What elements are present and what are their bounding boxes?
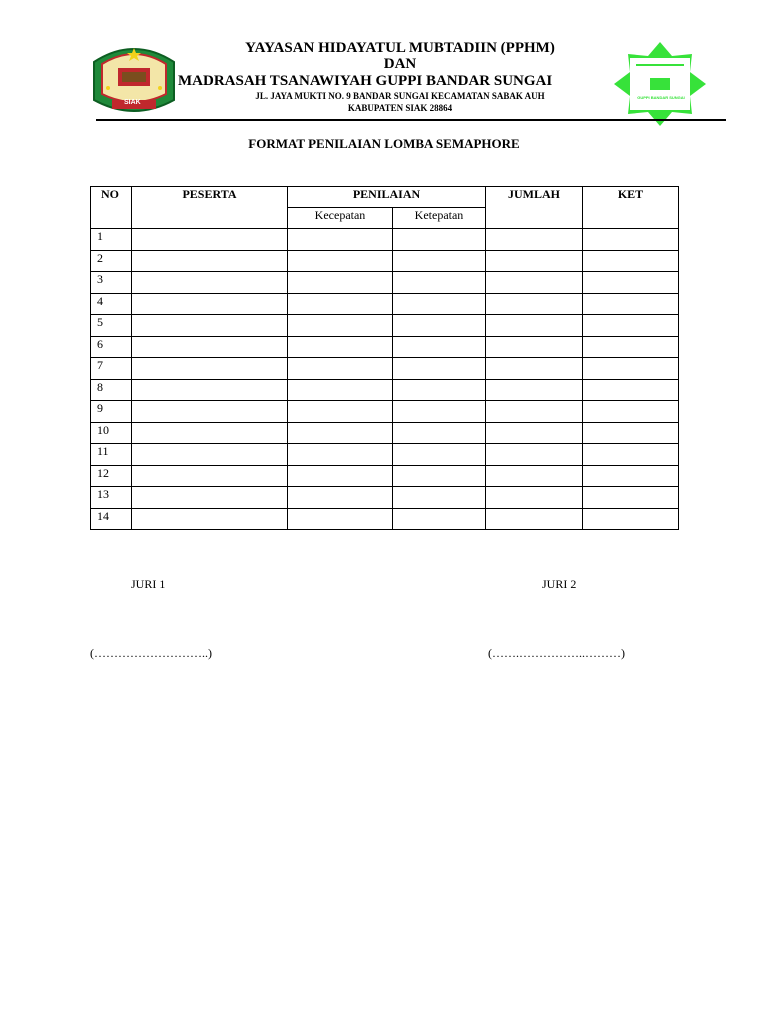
peserta-cell[interactable]	[132, 401, 288, 423]
col-header-penilaian: PENILAIAN	[288, 187, 486, 208]
row-number: 4	[91, 293, 132, 315]
yayasan-logo	[88, 42, 180, 118]
logo-left-label: SIAK	[124, 99, 141, 106]
ket-cell[interactable]	[583, 465, 679, 487]
table-row	[91, 315, 679, 337]
table-row	[91, 487, 679, 509]
ketepatan-cell[interactable]	[393, 487, 486, 509]
jumlah-cell[interactable]	[486, 422, 583, 444]
peserta-cell[interactable]	[132, 508, 288, 530]
ketepatan-cell[interactable]	[393, 358, 486, 380]
peserta-cell[interactable]	[132, 422, 288, 444]
col-header-ket: KET	[583, 187, 679, 229]
jumlah-cell[interactable]	[486, 358, 583, 380]
row-number: 7	[91, 358, 132, 380]
header-divider	[96, 119, 726, 121]
peserta-cell[interactable]	[132, 379, 288, 401]
kecepatan-cell[interactable]	[288, 487, 393, 509]
ket-cell[interactable]	[583, 444, 679, 466]
row-number: 6	[91, 336, 132, 358]
kecepatan-cell[interactable]	[288, 465, 393, 487]
ket-cell[interactable]	[583, 508, 679, 530]
row-number: 1	[91, 229, 132, 251]
juri1-signature-line: (………………………..)	[90, 646, 212, 660]
col-header-kecepatan: Kecepatan	[288, 208, 393, 229]
ketepatan-cell[interactable]	[393, 293, 486, 315]
ket-cell[interactable]	[583, 250, 679, 272]
table-row	[91, 250, 679, 272]
guppi-logo	[610, 40, 710, 128]
ketepatan-cell[interactable]	[393, 229, 486, 251]
ketepatan-cell[interactable]	[393, 250, 486, 272]
jumlah-cell[interactable]	[486, 272, 583, 294]
ketepatan-cell[interactable]	[393, 465, 486, 487]
table-row	[91, 336, 679, 358]
kecepatan-cell[interactable]	[288, 422, 393, 444]
juri2-label: JURI 2	[542, 577, 577, 591]
kecepatan-cell[interactable]	[288, 508, 393, 530]
kecepatan-cell[interactable]	[288, 250, 393, 272]
peserta-cell[interactable]	[132, 444, 288, 466]
school-name: MADRASAH TSANAWIYAH GUPPI BANDAR SUNGAI	[178, 73, 553, 89]
ket-cell[interactable]	[583, 358, 679, 380]
ket-cell[interactable]	[583, 379, 679, 401]
table-row	[91, 293, 679, 315]
ketepatan-cell[interactable]	[393, 422, 486, 444]
ketepatan-cell[interactable]	[393, 379, 486, 401]
ket-cell[interactable]	[583, 422, 679, 444]
jumlah-cell[interactable]	[486, 315, 583, 337]
table-row	[91, 465, 679, 487]
col-header-ketepatan: Ketepatan	[393, 208, 486, 229]
peserta-cell[interactable]	[132, 293, 288, 315]
jumlah-cell[interactable]	[486, 508, 583, 530]
row-number: 12	[91, 465, 132, 487]
table-row	[91, 358, 679, 380]
table-row	[91, 229, 679, 251]
peserta-cell[interactable]	[132, 250, 288, 272]
jumlah-cell[interactable]	[486, 444, 583, 466]
scoring-table	[90, 186, 679, 530]
kecepatan-cell[interactable]	[288, 293, 393, 315]
ket-cell[interactable]	[583, 272, 679, 294]
foundation-name: YAYASAN HIDAYATUL MUBTADIIN (PPHM)	[245, 40, 555, 56]
ketepatan-cell[interactable]	[393, 315, 486, 337]
kecepatan-cell[interactable]	[288, 336, 393, 358]
ketepatan-cell[interactable]	[393, 444, 486, 466]
table-row	[91, 508, 679, 530]
jumlah-cell[interactable]	[486, 487, 583, 509]
ketepatan-cell[interactable]	[393, 508, 486, 530]
table-row	[91, 379, 679, 401]
jumlah-cell[interactable]	[486, 465, 583, 487]
ket-cell[interactable]	[583, 229, 679, 251]
ketepatan-cell[interactable]	[393, 336, 486, 358]
ket-cell[interactable]	[583, 336, 679, 358]
school-address: JL. JAYA MUKTI NO. 9 BANDAR SUNGAI KECAMATAN SABAK AUH	[255, 91, 545, 101]
row-number: 5	[91, 315, 132, 337]
table-row	[91, 401, 679, 423]
kecepatan-cell[interactable]	[288, 444, 393, 466]
ket-cell[interactable]	[583, 315, 679, 337]
peserta-cell[interactable]	[132, 358, 288, 380]
col-header-jumlah: JUMLAH	[486, 187, 583, 229]
peserta-cell[interactable]	[132, 487, 288, 509]
row-number: 3	[91, 272, 132, 294]
kecepatan-cell[interactable]	[288, 229, 393, 251]
juri2-signature-line: (…….……………..………)	[488, 646, 625, 660]
kecepatan-cell[interactable]	[288, 315, 393, 337]
jumlah-cell[interactable]	[486, 250, 583, 272]
peserta-cell[interactable]	[132, 272, 288, 294]
row-number: 8	[91, 379, 132, 401]
ketepatan-cell[interactable]	[393, 401, 486, 423]
jumlah-cell[interactable]	[486, 401, 583, 423]
table-row	[91, 444, 679, 466]
row-number: 10	[91, 422, 132, 444]
peserta-cell[interactable]	[132, 229, 288, 251]
peserta-cell[interactable]	[132, 465, 288, 487]
document-title: FORMAT PENILAIAN LOMBA SEMAPHORE	[248, 136, 520, 151]
col-header-no: NO	[91, 187, 132, 229]
juri1-label: JURI 1	[131, 577, 166, 591]
row-number: 13	[91, 487, 132, 509]
ket-cell[interactable]	[583, 401, 679, 423]
table-row	[91, 422, 679, 444]
logo-right-label: GUPPI BANDAR SUNGAI	[637, 95, 685, 100]
ket-cell[interactable]	[583, 293, 679, 315]
kecepatan-cell[interactable]	[288, 358, 393, 380]
row-number: 14	[91, 508, 132, 530]
kecepatan-cell[interactable]	[288, 401, 393, 423]
peserta-cell[interactable]	[132, 315, 288, 337]
kecepatan-cell[interactable]	[288, 272, 393, 294]
peserta-cell[interactable]	[132, 336, 288, 358]
ketepatan-cell[interactable]	[393, 272, 486, 294]
kecepatan-cell[interactable]	[288, 379, 393, 401]
row-number: 9	[91, 401, 132, 423]
ket-cell[interactable]	[583, 487, 679, 509]
school-city: KABUPATEN SIAK 28864	[347, 103, 453, 113]
jumlah-cell[interactable]	[486, 379, 583, 401]
row-number: 11	[91, 444, 132, 466]
col-header-peserta: PESERTA	[132, 187, 288, 229]
jumlah-cell[interactable]	[486, 336, 583, 358]
jumlah-cell[interactable]	[486, 293, 583, 315]
jumlah-cell[interactable]	[486, 229, 583, 251]
row-number: 2	[91, 250, 132, 272]
table-row	[91, 272, 679, 294]
header-conjunction: DAN	[383, 56, 417, 72]
